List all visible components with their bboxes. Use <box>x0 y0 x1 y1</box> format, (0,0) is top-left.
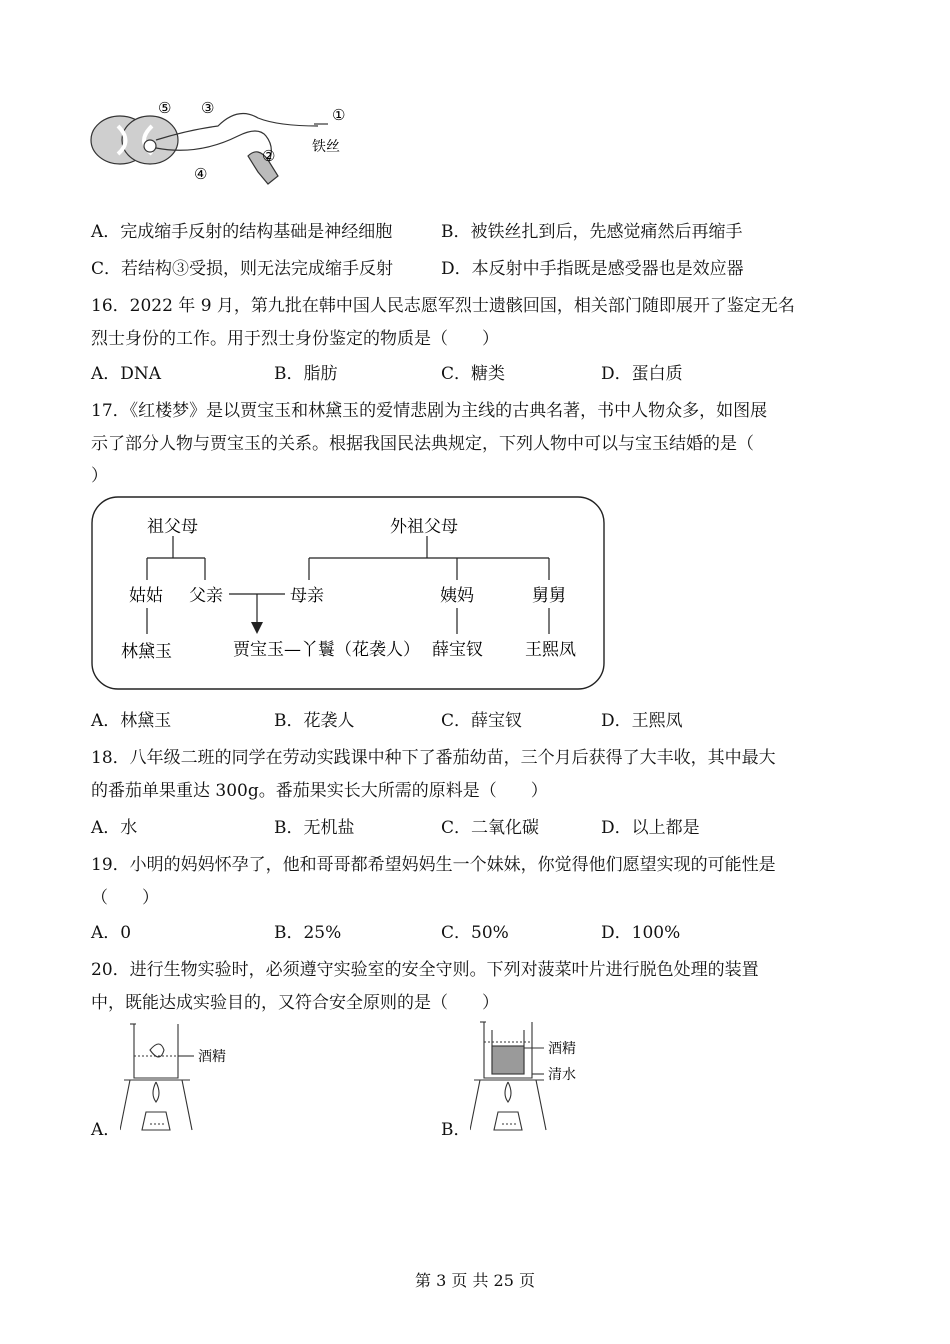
q15-option-b: B．被铁丝扎到后，先感觉痛然后再缩手 <box>441 222 743 242</box>
q15-option-c: C．若结构③受损，则无法完成缩手反射 <box>91 259 394 279</box>
apparatus-a-figure <box>120 1020 250 1135</box>
q20-stem-line2: 中，既能达成实验目的，又符合安全原则的是（ ） <box>91 993 499 1013</box>
q19-option-c: C．50% <box>441 923 509 943</box>
q20-stem-line1: 20．进行生物实验时，必须遵守实验室的安全守则。下列对菠菜叶片进行脱色处理的装置 <box>91 960 759 980</box>
q16-option-c: C．糖类 <box>441 364 506 384</box>
node-father: 父亲 <box>189 586 223 606</box>
q17-option-a: A．林黛玉 <box>91 711 172 731</box>
node-aunt-paternal: 姑姑 <box>129 586 163 606</box>
node-grandparents: 祖父母 <box>147 517 198 537</box>
q16-option-b: B．脂肪 <box>274 364 338 384</box>
page-footer: 第 3 页 共 25 页 <box>415 1271 535 1290</box>
q19-option-b: B．25% <box>274 923 342 943</box>
q18-stem-line1: 18．八年级二班的同学在劳动实践课中种下了番茄幼苗，三个月后获得了大丰收，其中最大 <box>91 748 776 768</box>
q20-option-b: B． <box>441 1120 471 1140</box>
family-tree-figure <box>91 496 607 692</box>
node-jia: 贾宝玉—丫鬟（花袭人） <box>233 640 420 660</box>
node-aunt-maternal: 姨妈 <box>440 586 474 606</box>
q18-stem-line2: 的番茄单果重达 300g。番茄果实长大所需的原料是（ ） <box>91 781 548 801</box>
label-3: ③ <box>201 99 215 117</box>
q15-option-d: D．本反射中手指既是感受器也是效应器 <box>441 259 744 279</box>
q17-stem-line3: ） <box>91 466 108 486</box>
iron-wire-label: 铁丝 <box>312 139 340 155</box>
q18-option-d: D．以上都是 <box>601 818 700 838</box>
label-1: ① <box>332 106 346 124</box>
q16-option-d: D．蛋白质 <box>601 364 683 384</box>
node-uncle: 舅舅 <box>532 586 566 606</box>
q19-option-d: D．100% <box>601 923 681 943</box>
q18-option-b: B．无机盐 <box>274 818 355 838</box>
label-2: ② <box>262 147 276 165</box>
q20-option-a: A． <box>91 1120 121 1140</box>
q18-option-a: A．水 <box>91 818 138 838</box>
node-lin: 林黛玉 <box>121 642 172 662</box>
label-alcohol-a: 酒精 <box>198 1049 226 1065</box>
q18-option-c: C．二氧化碳 <box>441 818 540 838</box>
q19-stem-line1: 19．小明的妈妈怀孕了，他和哥哥都希望妈妈生一个妹妹，你觉得他们愿望实现的可能性是 <box>91 855 776 875</box>
q16-stem-line1: 16．2022 年 9 月，第九批在韩中国人民志愿军烈士遗骸回国，相关部门随即展开了鉴定无名 <box>91 296 795 316</box>
label-alcohol-b: 酒精 <box>548 1041 576 1057</box>
q17-option-b: B．花袭人 <box>274 711 355 731</box>
label-4: ④ <box>194 165 208 183</box>
q19-stem-line2: （ ） <box>91 888 159 908</box>
label-5: ⑤ <box>158 99 172 117</box>
node-wang: 王熙凤 <box>525 640 576 660</box>
label-water-b: 清水 <box>548 1067 576 1083</box>
node-mother: 母亲 <box>290 586 324 606</box>
q17-option-c: C．薛宝钗 <box>441 711 523 731</box>
q16-option-a: A．DNA <box>91 364 162 384</box>
q17-option-d: D．王熙凤 <box>601 711 683 731</box>
reflex-arc-figure <box>88 96 368 190</box>
q15-option-a: A．完成缩手反射的结构基础是神经细胞 <box>91 222 393 242</box>
q17-stem-line2: 示了部分人物与贾宝玉的关系。根据我国民法典规定，下列人物中可以与宝玉结婚的是（ <box>91 434 754 454</box>
node-xue: 薛宝钗 <box>432 640 483 660</box>
q17-stem-line1: 17．《红楼梦》是以贾宝玉和林黛玉的爱情悲剧为主线的古典名著，书中人物众多，如图展 <box>91 401 768 421</box>
node-maternal-grandparents: 外祖父母 <box>390 517 458 537</box>
q19-option-a: A．0 <box>91 923 132 943</box>
q16-stem-line2: 烈士身份的工作。用于烈士身份鉴定的物质是（ ） <box>91 329 499 349</box>
apparatus-b-figure <box>470 1018 600 1135</box>
